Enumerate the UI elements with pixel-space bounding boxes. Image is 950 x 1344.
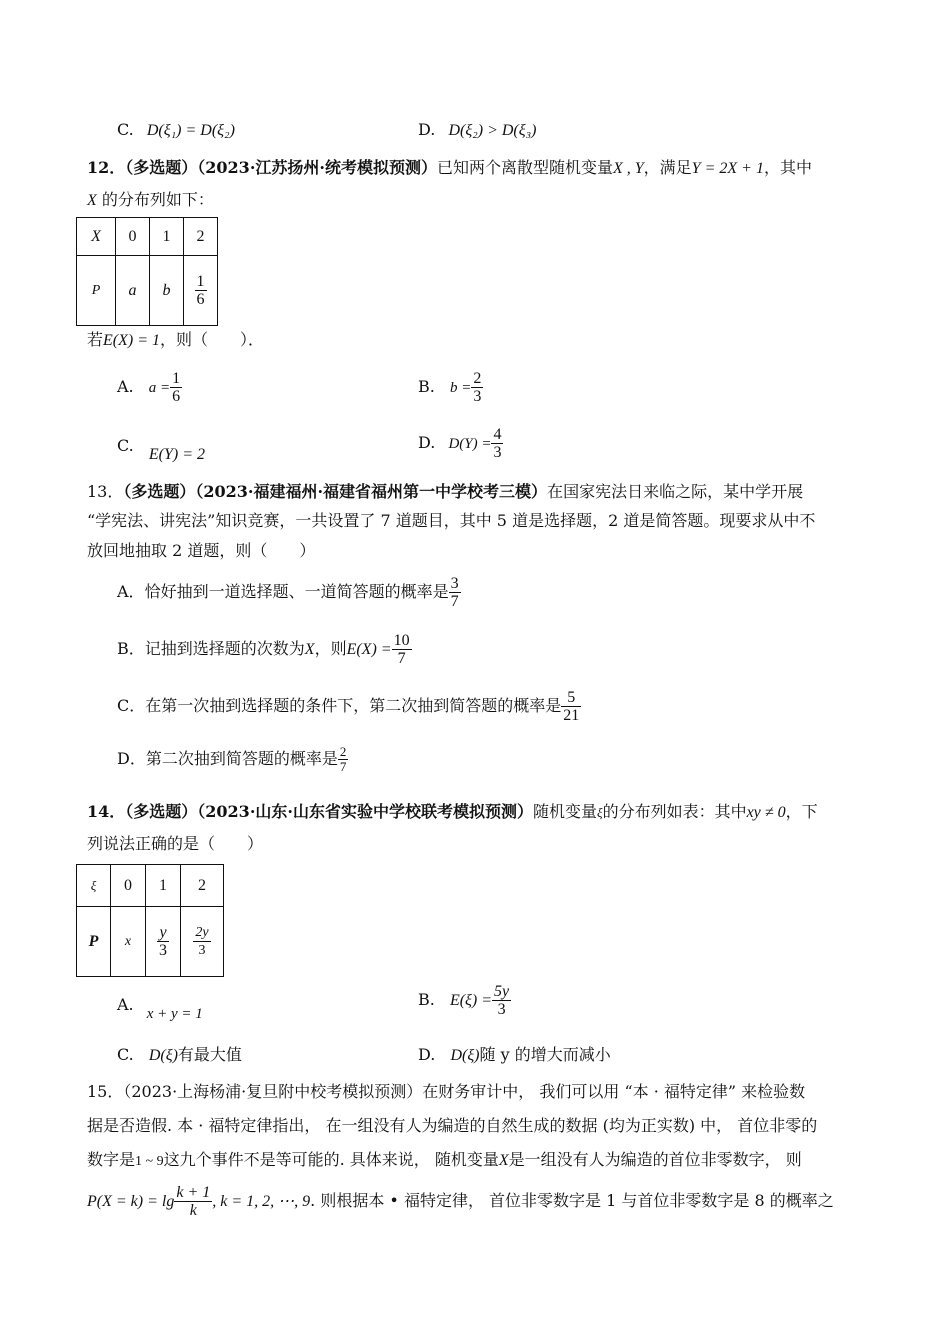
q14-option-a[interactable] <box>117 995 203 1022</box>
q14-distribution-table <box>76 864 224 977</box>
q14-stem-line2: 列说法正确的是（ ） <box>87 834 264 853</box>
fraction-den: 7 <box>397 650 406 667</box>
stem-vars: X , Y <box>612 160 644 177</box>
option-label: D. <box>418 433 436 452</box>
option-text: 随 y 的增大而减小 <box>479 1045 611 1064</box>
fraction-den: 6 <box>196 291 205 308</box>
fraction <box>449 575 461 610</box>
q13-stem-line3: 放回地抽取 2 道题，则（ ） <box>87 541 316 560</box>
fraction-den: k <box>189 1202 197 1219</box>
option-label: C. <box>117 1045 134 1064</box>
table-cell: x <box>111 907 146 977</box>
option-text: 在第一次抽到选择题的条件下，第二次抽到简答题的概率是 <box>145 696 562 715</box>
table-cell <box>184 256 218 326</box>
fraction-den: 3 <box>159 942 167 959</box>
q13-option-a[interactable] <box>117 575 461 610</box>
fraction-den: 21 <box>563 707 580 724</box>
option-expression: E(X) = <box>346 641 392 658</box>
option-label: C. <box>117 120 134 139</box>
stem-text: （2023·上海杨浦·复旦附中校考模拟预测）在财务审计中， 我们可以用 “本 · 福特定律” 来检验数 <box>123 1082 806 1101</box>
question-number: 14． <box>87 802 126 821</box>
stem-expression: , k = 1, 2, ⋯, 9 <box>212 1193 311 1210</box>
condition-expression: E(X) = 1 <box>103 332 161 349</box>
option-label: C. <box>117 436 134 455</box>
q12-stem-line1 <box>87 158 812 179</box>
table-cell <box>181 907 224 977</box>
q13-stem-line1 <box>87 482 803 502</box>
table-head-cell: 1 <box>146 865 181 907</box>
stem-text: 若 <box>87 330 104 349</box>
option-label: B． <box>117 639 145 658</box>
fraction <box>561 689 581 724</box>
option-text: 记抽到选择题的次数为 <box>144 639 305 658</box>
fraction-num: 2y <box>195 925 209 940</box>
table-head-cell: ξ <box>77 865 111 907</box>
fraction-num: 2 <box>473 370 482 387</box>
stem-text: ，则（ ）． <box>160 330 265 349</box>
question-tag: （多选题）（2023·江苏扬州·统考模拟预测） <box>125 158 437 177</box>
option-expression: D(ξ₂) > D(ξ₃) <box>448 122 537 139</box>
fraction-den: 6 <box>172 388 181 405</box>
fraction-den: 3 <box>473 388 482 405</box>
fraction-num: 10 <box>393 632 410 649</box>
q12-option-d[interactable] <box>418 426 503 461</box>
option-label: B. <box>418 377 435 396</box>
option-expression: b = <box>449 380 472 396</box>
table-cell <box>146 907 181 977</box>
stem-var: ξ <box>596 805 603 820</box>
option-var: X <box>304 641 315 658</box>
q12-option-a[interactable] <box>117 370 182 405</box>
option-expression: E(Y) = 2 <box>148 446 205 463</box>
stem-relation: Y = 2X + 1 <box>691 160 764 177</box>
option-label: C． <box>117 696 146 715</box>
table-head-cell: 0 <box>111 865 146 907</box>
table-cell: b <box>150 256 184 326</box>
fraction-num: y <box>157 924 169 942</box>
fraction <box>157 924 169 959</box>
q15-stem-line4 <box>87 1184 834 1219</box>
q13-option-c[interactable] <box>117 689 581 724</box>
fraction <box>492 983 511 1018</box>
question-number: 13． <box>87 482 124 501</box>
stem-text: 数字是 <box>87 1150 136 1169</box>
fraction <box>193 924 210 959</box>
stem-expression: P(X = k) = lg <box>87 1193 175 1210</box>
fraction <box>174 1184 212 1219</box>
q15-stem-line3 <box>87 1150 802 1172</box>
q14-option-d[interactable] <box>418 1042 611 1065</box>
table-row-label: P <box>77 907 111 977</box>
stem-condition: xy ≠ 0 <box>746 804 786 821</box>
q15-stem-line1 <box>87 1082 805 1102</box>
option-expression: a = <box>148 380 171 396</box>
stem-text: 的分布列如表：其中 <box>602 802 747 821</box>
fraction-den: 3 <box>198 943 206 958</box>
option-label: D. <box>418 1045 436 1064</box>
stem-text: 是一组没有人为编造的首位非零数字， 则 <box>508 1150 802 1169</box>
stem-text: 在国家宪法日来临之际，某中学开展 <box>547 482 804 501</box>
fraction <box>392 632 412 667</box>
fraction <box>170 370 182 405</box>
question-tag: （多选题）（2023·山东·山东省实验中学校联考模拟预测） <box>125 802 533 821</box>
fraction <box>491 426 503 461</box>
fraction <box>195 273 207 308</box>
q14-stem-line1 <box>87 802 818 823</box>
q13-option-d[interactable] <box>117 745 348 774</box>
q15-stem-line2: 据是否造假. 本 · 福特定律指出， 在一组没有人为编造的自然生成的数据 (均为正实数) 中， 首位非零的 <box>87 1116 818 1135</box>
q12-distribution-table <box>76 217 218 326</box>
stem-range: 1 ~ 9 <box>135 1154 164 1169</box>
option-label: B. <box>418 990 435 1009</box>
fraction <box>471 370 483 405</box>
question-number: 12． <box>87 158 126 177</box>
q13-stem-line2: “学宪法、讲宪法”知识竞赛，一共设置了 7 道题目，其中 5 道是选择题，2 道是简答题。现要求从中不 <box>87 511 816 530</box>
stem-text: 的分布列如下： <box>101 190 214 209</box>
q12-option-c[interactable] <box>117 436 205 463</box>
option-label: D． <box>117 749 146 768</box>
option-text: 恰好抽到一道选择题、一道简答题的概率是 <box>144 582 449 601</box>
option-text: 有最大值 <box>177 1045 242 1064</box>
question-number: 15． <box>87 1082 124 1101</box>
option-expression: D(Y) = <box>448 436 492 452</box>
stem-var: X <box>87 192 97 209</box>
stem-text: 已知两个离散型随机变量 <box>436 158 613 177</box>
fraction-den: 7 <box>450 593 459 610</box>
fraction-num: 1 <box>172 370 181 387</box>
option-text: ，则 <box>314 639 347 658</box>
q11-option-d[interactable] <box>418 120 536 140</box>
q11-option-c[interactable] <box>117 120 235 140</box>
stem-text: . 则根据本 • 福特定律， 首位非零数字是 1 与首位非零数字是 8 的概率之 <box>310 1191 834 1210</box>
stem-text: ，其中 <box>763 158 812 177</box>
fraction-num: k + 1 <box>176 1184 211 1201</box>
stem-text: 这九个事件不是等可能的. 具体来说， 随机变量 <box>163 1150 499 1169</box>
stem-text: ，满足 <box>643 158 692 177</box>
fraction-den: 3 <box>493 444 502 461</box>
fraction-num: 5y <box>494 983 510 1000</box>
q14-option-c[interactable] <box>117 1042 242 1065</box>
fraction-num: 3 <box>450 575 459 592</box>
stem-text: ，下 <box>785 802 818 821</box>
option-label: A． <box>117 582 145 601</box>
table-row-label: P <box>77 256 116 326</box>
q14-option-b[interactable] <box>418 983 511 1018</box>
fraction <box>338 745 349 774</box>
q12-option-b[interactable] <box>418 370 483 405</box>
fraction-den: 3 <box>497 1001 506 1018</box>
option-label: A. <box>117 995 134 1014</box>
fraction-den: 7 <box>339 759 347 774</box>
fraction-num: 4 <box>493 426 502 443</box>
fraction-num: 2 <box>339 744 347 759</box>
option-expression: D(ξ) <box>148 1047 178 1064</box>
table-head-cell: 1 <box>150 218 184 256</box>
fraction-num: 1 <box>196 273 205 290</box>
option-expression: x + y = 1 <box>146 1006 203 1022</box>
table-head-cell: X <box>77 218 116 256</box>
stem-text: 随机变量 <box>532 802 597 821</box>
option-expression: E(ξ) = <box>449 992 493 1009</box>
option-label: A. <box>117 377 134 396</box>
table-head-cell: 0 <box>116 218 150 256</box>
table-cell: a <box>116 256 150 326</box>
option-text: 第二次抽到简答题的概率是 <box>145 749 338 768</box>
table-head-cell: 2 <box>184 218 218 256</box>
question-tag: （多选题）（2023·福建福州·福建省福州第一中学校考三模） <box>123 482 548 501</box>
table-head-cell: 2 <box>181 865 224 907</box>
q13-option-b[interactable] <box>117 632 412 667</box>
fraction-num: 5 <box>561 689 581 707</box>
q12-condition <box>87 330 264 351</box>
option-expression: D(ξ₁) = D(ξ₂) <box>146 122 235 139</box>
option-label: D. <box>418 120 436 139</box>
stem-var: X <box>498 1152 509 1169</box>
q12-stem-line2 <box>87 190 214 211</box>
option-expression: D(ξ) <box>450 1047 480 1064</box>
